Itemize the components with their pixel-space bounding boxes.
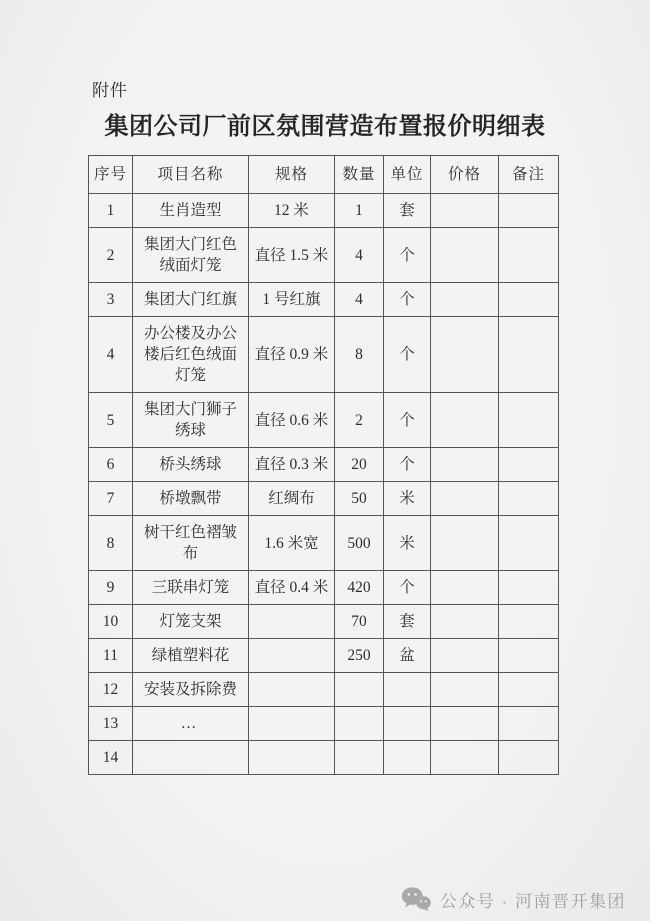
table-row — [89, 639, 559, 673]
cell-unit: 个 — [384, 571, 431, 605]
cell-item-name: 灯笼支架 — [133, 605, 249, 639]
table-row — [89, 448, 559, 482]
cell-note — [499, 673, 559, 707]
cell-note — [499, 516, 559, 571]
cell-price — [431, 228, 499, 283]
cell-quantity: 4 — [335, 283, 384, 317]
cell-price — [431, 605, 499, 639]
quotation-table — [88, 155, 559, 775]
cell-spec — [249, 639, 335, 673]
cell-note — [499, 605, 559, 639]
header-price: 价格 — [431, 156, 499, 194]
cell-spec: 红绸布 — [249, 482, 335, 516]
header-quantity: 数量 — [335, 156, 384, 194]
cell-unit: 米 — [384, 516, 431, 571]
table-row — [89, 194, 559, 228]
cell-note — [499, 317, 559, 393]
cell-price — [431, 448, 499, 482]
cell-serial: 7 — [89, 482, 133, 516]
cell-note — [499, 283, 559, 317]
table-row — [89, 228, 559, 283]
cell-quantity — [335, 741, 384, 775]
cell-unit: 套 — [384, 194, 431, 228]
cell-price — [431, 741, 499, 775]
cell-spec: 直径 0.9 米 — [249, 317, 335, 393]
header-note: 备注 — [499, 156, 559, 194]
wechat-account-watermark — [401, 886, 626, 912]
cell-quantity: 420 — [335, 571, 384, 605]
cell-item-name: … — [133, 707, 249, 741]
table-row — [89, 317, 559, 393]
cell-note — [499, 448, 559, 482]
cell-serial: 1 — [89, 194, 133, 228]
cell-note — [499, 707, 559, 741]
cell-unit: 套 — [384, 605, 431, 639]
cell-quantity — [335, 673, 384, 707]
page-title: 集团公司厂前区氛围营造布置报价明细表 — [104, 114, 546, 140]
cell-price — [431, 317, 499, 393]
table-row — [89, 673, 559, 707]
cell-spec — [249, 673, 335, 707]
table-row — [89, 707, 559, 741]
cell-serial: 4 — [89, 317, 133, 393]
table-row — [89, 482, 559, 516]
cell-unit — [384, 673, 431, 707]
cell-item-name: 安装及拆除费 — [133, 673, 249, 707]
cell-price — [431, 707, 499, 741]
cell-note — [499, 194, 559, 228]
header-item-name: 项目名称 — [133, 156, 249, 194]
cell-spec: 直径 0.4 米 — [249, 571, 335, 605]
cell-spec — [249, 741, 335, 775]
cell-serial: 8 — [89, 516, 133, 571]
cell-item-name: 三联串灯笼 — [133, 571, 249, 605]
attachment-label: 附件 — [92, 81, 128, 100]
cell-serial: 3 — [89, 283, 133, 317]
cell-serial: 14 — [89, 741, 133, 775]
cell-price — [431, 516, 499, 571]
cell-price — [431, 283, 499, 317]
cell-unit: 个 — [384, 283, 431, 317]
cell-item-name: 绿植塑料花 — [133, 639, 249, 673]
cell-quantity — [335, 707, 384, 741]
wechat-account-label: 公众号 · 河南晋开集团 — [439, 891, 626, 911]
cell-serial: 2 — [89, 228, 133, 283]
cell-serial: 5 — [89, 393, 133, 448]
cell-serial: 6 — [89, 448, 133, 482]
cell-quantity: 4 — [335, 228, 384, 283]
cell-note — [499, 482, 559, 516]
table-header-row — [89, 156, 559, 194]
cell-price — [431, 393, 499, 448]
cell-spec: 直径 1.5 米 — [249, 228, 335, 283]
cell-price — [431, 639, 499, 673]
header-unit: 单位 — [384, 156, 431, 194]
cell-item-name — [133, 741, 249, 775]
wechat-icon — [401, 886, 431, 912]
cell-unit: 米 — [384, 482, 431, 516]
cell-spec: 直径 0.3 米 — [249, 448, 335, 482]
cell-item-name: 集团大门红旗 — [133, 283, 249, 317]
cell-unit — [384, 707, 431, 741]
cell-price — [431, 673, 499, 707]
cell-price — [431, 482, 499, 516]
table-row — [89, 605, 559, 639]
cell-quantity: 1 — [335, 194, 384, 228]
cell-note — [499, 393, 559, 448]
cell-item-name: 桥墩飘带 — [133, 482, 249, 516]
table-row — [89, 571, 559, 605]
cell-price — [431, 194, 499, 228]
table-row — [89, 283, 559, 317]
cell-quantity: 500 — [335, 516, 384, 571]
cell-quantity: 2 — [335, 393, 384, 448]
cell-spec — [249, 605, 335, 639]
cell-note — [499, 228, 559, 283]
cell-unit: 盆 — [384, 639, 431, 673]
cell-quantity: 20 — [335, 448, 384, 482]
cell-unit: 个 — [384, 317, 431, 393]
cell-spec: 12 米 — [249, 194, 335, 228]
cell-spec: 1.6 米宽 — [249, 516, 335, 571]
cell-serial: 10 — [89, 605, 133, 639]
cell-serial: 11 — [89, 639, 133, 673]
cell-unit: 个 — [384, 228, 431, 283]
cell-item-name: 集团大门狮子绣球 — [133, 393, 249, 448]
cell-note — [499, 741, 559, 775]
cell-item-name: 生肖造型 — [133, 194, 249, 228]
cell-note — [499, 571, 559, 605]
table-row — [89, 741, 559, 775]
cell-item-name: 树干红色褶皱布 — [133, 516, 249, 571]
cell-unit — [384, 741, 431, 775]
cell-price — [431, 571, 499, 605]
cell-quantity: 50 — [335, 482, 384, 516]
cell-spec: 1 号红旗 — [249, 283, 335, 317]
cell-note — [499, 639, 559, 673]
header-spec: 规格 — [249, 156, 335, 194]
cell-item-name: 桥头绣球 — [133, 448, 249, 482]
cell-quantity: 8 — [335, 317, 384, 393]
cell-spec: 直径 0.6 米 — [249, 393, 335, 448]
cell-unit: 个 — [384, 393, 431, 448]
table-row — [89, 516, 559, 571]
cell-serial: 13 — [89, 707, 133, 741]
header-serial: 序号 — [89, 156, 133, 194]
cell-serial: 12 — [89, 673, 133, 707]
cell-serial: 9 — [89, 571, 133, 605]
cell-quantity: 70 — [335, 605, 384, 639]
cell-item-name: 办公楼及办公楼后红色绒面灯笼 — [133, 317, 249, 393]
cell-quantity: 250 — [335, 639, 384, 673]
table-row — [89, 393, 559, 448]
cell-spec — [249, 707, 335, 741]
cell-unit: 个 — [384, 448, 431, 482]
cell-item-name: 集团大门红色绒面灯笼 — [133, 228, 249, 283]
